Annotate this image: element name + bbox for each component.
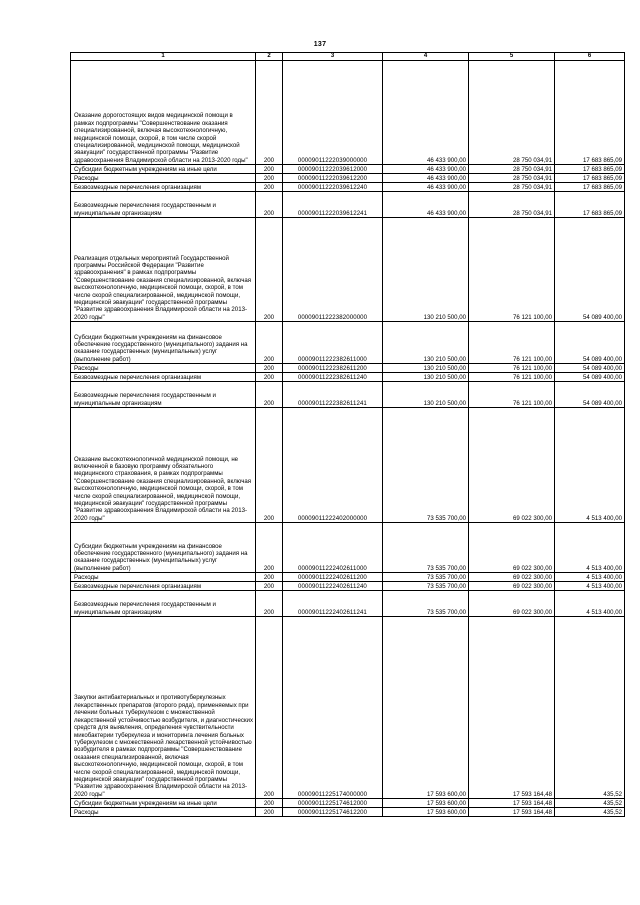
row-description: Безвозмездные перечисления организациям bbox=[71, 183, 256, 192]
row-description: Субсидии бюджетным учреждениям на финансовое обеспечение государственного (муниципального) задания на оказание государственных (муниципальных) услуг (выполнение работ) bbox=[71, 322, 256, 364]
row-code: 200 bbox=[256, 364, 283, 373]
row-description: Безвозмездные перечисления государственным и муниципальным организациям bbox=[71, 591, 256, 617]
column-header: 1 bbox=[71, 53, 256, 61]
row-kbk: 00009011222039612000 bbox=[283, 165, 383, 174]
row-executed: 76 121 100,00 bbox=[469, 322, 555, 364]
table-header-row bbox=[71, 53, 625, 61]
row-description: Расходы bbox=[71, 573, 256, 582]
row-code: 200 bbox=[256, 165, 283, 174]
row-kbk: 00009011222402611200 bbox=[283, 573, 383, 582]
row-approved: 46 433 900,00 bbox=[383, 192, 469, 218]
row-approved: 17 593 600,00 bbox=[383, 799, 469, 808]
row-code: 200 bbox=[256, 617, 283, 799]
row-executed: 28 750 034,91 bbox=[469, 165, 555, 174]
row-kbk: 00009011222382611241 bbox=[283, 382, 383, 408]
row-code: 200 bbox=[256, 192, 283, 218]
row-remaining: 4 513 400,00 bbox=[555, 591, 625, 617]
table-row bbox=[71, 808, 625, 817]
row-description: Оказание дорогостоящих видов медицинской помощи в рамках подпрограммы "Совершенствование оказания специализированной, включая высокотехнологичную, медицинской помощи, скорой, в том числе скорой специализированной, медицинской помощи, медицинской эвакуации" государственной программы "Развитие здравоохранения Владимирской области на 2013-2020 годы" bbox=[71, 61, 256, 165]
row-description: Безвозмездные перечисления организациям bbox=[71, 373, 256, 382]
row-approved: 130 210 500,00 bbox=[383, 322, 469, 364]
row-approved: 73 535 700,00 bbox=[383, 582, 469, 591]
row-description: Оказание высокотехнологичной медицинской помощи, не включенной в базовую программу обязательного медицинского страхования, в рамках подпрограммы "Совершенствование оказания специализированной, включая высокотехнологичную, медицинской помощи, скорой, в том числе скорой специализированной, медицинской помощи, медицинской эвакуации" государственной программы "Развитие здравоохранения Владимирской области на 2013-2020 годы" bbox=[71, 408, 256, 523]
row-code: 200 bbox=[256, 382, 283, 408]
row-executed: 76 121 100,00 bbox=[469, 218, 555, 322]
row-code: 200 bbox=[256, 373, 283, 382]
table-row bbox=[71, 382, 625, 408]
row-kbk: 00009011222382611240 bbox=[283, 373, 383, 382]
row-executed: 28 750 034,91 bbox=[469, 192, 555, 218]
table-row bbox=[71, 582, 625, 591]
row-kbk: 00009011222382611200 bbox=[283, 364, 383, 373]
column-header: 3 bbox=[283, 53, 383, 61]
row-code: 200 bbox=[256, 183, 283, 192]
row-kbk: 00009011222402000000 bbox=[283, 408, 383, 523]
row-remaining: 435,52 bbox=[555, 617, 625, 799]
row-executed: 28 750 034,91 bbox=[469, 183, 555, 192]
row-code: 200 bbox=[256, 573, 283, 582]
row-executed: 76 121 100,00 bbox=[469, 373, 555, 382]
column-header: 5 bbox=[469, 53, 555, 61]
row-remaining: 4 513 400,00 bbox=[555, 573, 625, 582]
table-row bbox=[71, 523, 625, 573]
table-row bbox=[71, 61, 625, 165]
row-approved: 130 210 500,00 bbox=[383, 218, 469, 322]
row-approved: 130 210 500,00 bbox=[383, 373, 469, 382]
table-row bbox=[71, 165, 625, 174]
column-header: 2 bbox=[256, 53, 283, 61]
row-kbk: 00009011222402611240 bbox=[283, 582, 383, 591]
row-code: 200 bbox=[256, 523, 283, 573]
row-kbk: 00009011225174612200 bbox=[283, 808, 383, 817]
row-remaining: 17 683 865,09 bbox=[555, 192, 625, 218]
row-kbk: 00009011222039000000 bbox=[283, 61, 383, 165]
row-executed: 17 593 164,48 bbox=[469, 808, 555, 817]
row-executed: 17 593 164,48 bbox=[469, 799, 555, 808]
row-kbk: 00009011222402611000 bbox=[283, 523, 383, 573]
row-remaining: 17 683 865,09 bbox=[555, 183, 625, 192]
row-approved: 73 535 700,00 bbox=[383, 408, 469, 523]
row-remaining: 4 513 400,00 bbox=[555, 523, 625, 573]
row-kbk: 00009011222039612241 bbox=[283, 192, 383, 218]
row-remaining: 4 513 400,00 bbox=[555, 582, 625, 591]
row-remaining: 17 683 865,09 bbox=[555, 165, 625, 174]
row-executed: 76 121 100,00 bbox=[469, 364, 555, 373]
row-kbk: 00009011222039612200 bbox=[283, 174, 383, 183]
table-row bbox=[71, 192, 625, 218]
row-code: 200 bbox=[256, 408, 283, 523]
row-description: Субсидии бюджетным учреждениям на иные цели bbox=[71, 799, 256, 808]
column-header: 4 bbox=[383, 53, 469, 61]
row-approved: 46 433 900,00 bbox=[383, 61, 469, 165]
row-executed: 69 022 300,00 bbox=[469, 523, 555, 573]
table-row bbox=[71, 218, 625, 322]
row-code: 200 bbox=[256, 322, 283, 364]
row-remaining: 54 089 400,00 bbox=[555, 382, 625, 408]
table-row bbox=[71, 591, 625, 617]
row-approved: 46 433 900,00 bbox=[383, 183, 469, 192]
row-remaining: 435,52 bbox=[555, 808, 625, 817]
row-kbk: 00009011222402611241 bbox=[283, 591, 383, 617]
row-code: 200 bbox=[256, 174, 283, 183]
row-description: Субсидии бюджетным учреждениям на финансовое обеспечение государственного (муниципального) задания на оказание государственных (муниципальных) услуг (выполнение работ) bbox=[71, 523, 256, 573]
table-row bbox=[71, 322, 625, 364]
page-number: 137 bbox=[313, 41, 327, 48]
row-remaining: 54 089 400,00 bbox=[555, 322, 625, 364]
row-remaining: 4 513 400,00 bbox=[555, 408, 625, 523]
row-code: 200 bbox=[256, 218, 283, 322]
row-executed: 69 022 300,00 bbox=[469, 591, 555, 617]
row-approved: 46 433 900,00 bbox=[383, 165, 469, 174]
row-description: Расходы bbox=[71, 174, 256, 183]
row-remaining: 435,52 bbox=[555, 799, 625, 808]
row-remaining: 54 089 400,00 bbox=[555, 218, 625, 322]
row-executed: 69 022 300,00 bbox=[469, 582, 555, 591]
row-approved: 130 210 500,00 bbox=[383, 364, 469, 373]
row-approved: 130 210 500,00 bbox=[383, 382, 469, 408]
row-description: Расходы bbox=[71, 808, 256, 817]
row-description: Безвозмездные перечисления государственным и муниципальным организациям bbox=[71, 192, 256, 218]
row-executed: 17 593 164,48 bbox=[469, 617, 555, 799]
table-row bbox=[71, 373, 625, 382]
row-code: 200 bbox=[256, 799, 283, 808]
row-description: Безвозмездные перечисления организациям bbox=[71, 582, 256, 591]
table-row bbox=[71, 364, 625, 373]
row-approved: 17 593 600,00 bbox=[383, 617, 469, 799]
row-description: Закупки антибактериальных и противотуберкулезных лекарственных препаратов (второго ряда), применяемых при лечении больных туберкулезом с множественной лекарственной устойчивостью возбудителя, и диагностических средств для выявления, определения чувствительности микобактерии туберкулеза и мониторинга лечения больных туберкулезом с множественной лекарственной устойчивостью возбудителя в рамках подпрограммы "Совершенствование оказания специализированной, включая высокотехнологичную, медицинской помощи, скорой, в том числе скорой специализированной, медицинской помощи, медицинской эвакуации" государственной программы "Развитие здравоохранения Владимирской области на 2013-2020 годы" bbox=[71, 617, 256, 799]
row-kbk: 00009011222382611000 bbox=[283, 322, 383, 364]
row-approved: 17 593 600,00 bbox=[383, 808, 469, 817]
row-remaining: 54 089 400,00 bbox=[555, 364, 625, 373]
row-approved: 73 535 700,00 bbox=[383, 591, 469, 617]
row-executed: 69 022 300,00 bbox=[469, 573, 555, 582]
row-approved: 73 535 700,00 bbox=[383, 573, 469, 582]
row-approved: 46 433 900,00 bbox=[383, 174, 469, 183]
row-remaining: 54 089 400,00 bbox=[555, 373, 625, 382]
table-row bbox=[71, 573, 625, 582]
row-description: Субсидии бюджетным учреждениям на иные цели bbox=[71, 165, 256, 174]
row-code: 200 bbox=[256, 61, 283, 165]
row-executed: 76 121 100,00 bbox=[469, 382, 555, 408]
table-row bbox=[71, 617, 625, 799]
row-description: Реализация отдельных мероприятий Государственной программы Российской Федерации "Развитие здравоохранения" в рамках подпрограммы "Совершенствование оказания специализированной, включая высокотехнологичную, медицинской помощи, скорой, в том числе скорой специализированной, медицинской помощи, медицинской эвакуации" государственной программы "Развитие здравоохранения Владимирской области на 2013-2020 годы" bbox=[71, 218, 256, 322]
row-executed: 69 022 300,00 bbox=[469, 408, 555, 523]
column-header: 6 bbox=[555, 53, 625, 61]
row-kbk: 00009011225174612000 bbox=[283, 799, 383, 808]
row-description: Расходы bbox=[71, 364, 256, 373]
table-row bbox=[71, 408, 625, 523]
row-description: Безвозмездные перечисления государственным и муниципальным организациям bbox=[71, 382, 256, 408]
row-executed: 28 750 034,91 bbox=[469, 61, 555, 165]
table-row bbox=[71, 799, 625, 808]
table-row bbox=[71, 183, 625, 192]
row-kbk: 00009011222382000000 bbox=[283, 218, 383, 322]
row-remaining: 17 683 865,09 bbox=[555, 61, 625, 165]
row-approved: 73 535 700,00 bbox=[383, 523, 469, 573]
row-kbk: 00009011225174000000 bbox=[283, 617, 383, 799]
table-row bbox=[71, 174, 625, 183]
row-remaining: 17 683 865,09 bbox=[555, 174, 625, 183]
row-kbk: 00009011222039612240 bbox=[283, 183, 383, 192]
row-executed: 28 750 034,91 bbox=[469, 174, 555, 183]
row-code: 200 bbox=[256, 582, 283, 591]
row-code: 200 bbox=[256, 808, 283, 817]
budget-table bbox=[70, 52, 625, 817]
row-code: 200 bbox=[256, 591, 283, 617]
